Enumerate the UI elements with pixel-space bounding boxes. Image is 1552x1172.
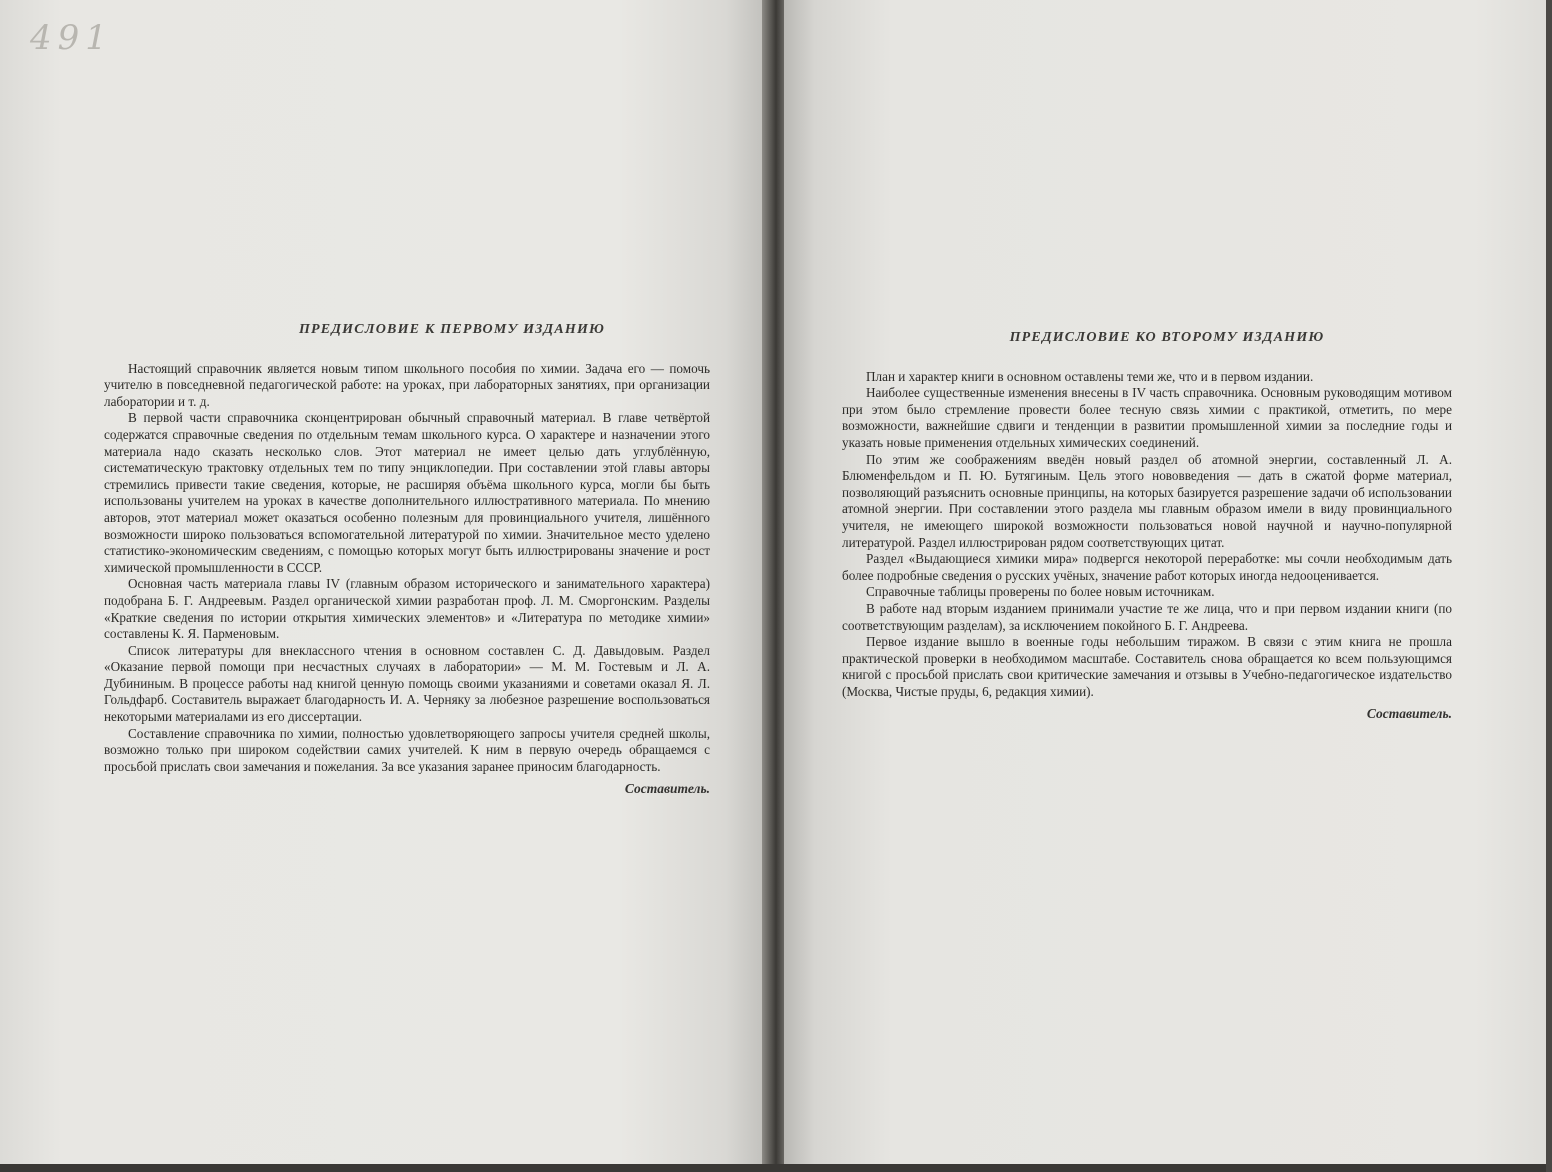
- right-paragraph: План и характер книги в основном оставлены теми же, что и в первом издании.: [866, 368, 1314, 384]
- handwritten-page-number: 491: [30, 18, 113, 58]
- left-paragraph: В первой части справочника сконцентрирован обычный справочный материал. В главе четвёртой содержатся справочные сведения по отдельным темам школьного курса. О характере и назначении этого материала надо сказать несколько слов. Этот материал не имеет целью дать углублённую, систематическую трактовку отдельных тем по типу энциклопедии. При составлении этой главы авторы стремились привести такие сведения, которые, не расширяя объёма школьного курса, могли бы быть использованы учителем на уроках в качестве дополнительного иллюстративного материала. По мнению авторов, этот материал может оказаться особенно полезным для провинциального учителя, лишённого возможности широко пользоваться вспомогательной литературой по химии. Значительное место уделено статистико-экономическим сведениям, с помощью которых могут быть иллюстрированы значение и рост химической промышленности в СССР.: [104, 410, 710, 575]
- right-paragraph: По этим же соображениям введён новый раздел об атомной энергии, составленный Л. А. Блюменфельдом и П. Ю. Бутягиным. Цель этого нововведения — дать в сжатой форме материал, позволяющий разъяснить основные принципы, на которых базируется разрешение задачи об использовании атомной энергии. При составлении этого раздела мы главным образом имели в виду провинциального учителя, не имеющего широкой возможности пользоваться новой научной и научно-популярной литературой. Раздел иллюстрирован рядом соответствующих цитат.: [842, 451, 1452, 550]
- left-page-heading: ПРЕДИСЛОВИЕ К ПЕРВОМУ ИЗДАНИЮ: [298, 322, 606, 337]
- right-paragraph: Наиболее существенные изменения внесены в IV часть справочника. Основным руководящим мотивом при этом было стремление провести более тесную связь химии с практикой, отметить, по мере возможности, важнейшие сдвиги и тенденции в развитии промышленной химии за последние годы и указать новые применения отдельных химических соединений.: [842, 385, 1452, 450]
- left-paragraph: Основная часть материала главы IV (главным образом исторического и занимательного характера) подобрана Б. Г. Андреевым. Раздел органической химии разработан проф. Л. М. Сморгонским. Разделы «Краткие сведения по истории открытия химических элементов» и «Литература по методике химии» составлены К. Я. Парменовым.: [104, 576, 710, 642]
- right-paragraph: Справочные таблицы проверены по более новым источникам.: [866, 584, 1215, 600]
- left-paragraph: Настоящий справочник является новым типом школьного пособия по химии. Задача его — помочь учителю в повседневной педагогической работе: на уроках, при лабораторных занятиях, при организации лаборатории и т. д.: [104, 360, 710, 409]
- left-page: [0, 0, 772, 1172]
- left-paragraph: Составление справочника по химии, полностью удовлетворяющего запросы учителя средней школы, возможно только при широком содействии самих учителей. К ним в первую очередь обращаемся с просьбой прислать свои замечания и пожелания. За все указания заранее приносим благодарность.: [104, 725, 710, 774]
- right-paragraph: Раздел «Выдающиеся химики мира» подвергся некоторой переработке: мы сочли необходимым дать более подробные сведения о русских учёных, значение работ которых иногда недооценивается.: [842, 551, 1452, 583]
- right-paragraph: В работе над вторым изданием принимали участие те же лица, что и при первом издании книги (по соответствующим разделам), за исключением покойного Б. Г. Андреева.: [842, 600, 1452, 633]
- left-paragraph: Список литературы для внеклассного чтения в основном составлен С. Д. Давыдовым. Раздел «Оказание первой помощи при несчастных случаях в лаборатории» — М. М. Гостевым и Л. А. Дубининым. В процессе работы над книгой ценную помощь своими указаниями и советами оказал Я. Л. Гольдфарб. Составитель выражает благодарность И. А. Черняку за любезное разрешение воспользоваться некоторыми материалами из его диссертации.: [104, 642, 710, 725]
- right-signature: Составитель.: [1366, 706, 1452, 722]
- left-signature: Составитель.: [624, 781, 710, 797]
- right-paragraph: Первое издание вышло в военные годы небольшим тиражом. В связи с этим книга не прошла практической проверки в необходимом масштабе. Составитель снова обращается ко всем пользующимся книгой с просьбой прислать свои критические замечания и отзывы в Учебно-педагогическое издательство (Москва, Чистые пруды, 6, редакция химии).: [842, 634, 1452, 699]
- right-page-heading: ПРЕДИСЛОВИЕ КО ВТОРОМУ ИЗДАНИЮ: [1009, 330, 1325, 345]
- right-page-text: [842, 330, 1452, 723]
- left-page-text: [104, 322, 710, 798]
- right-edge-shadow: [1546, 0, 1552, 1172]
- bottom-edge-shadow: [0, 1164, 1552, 1172]
